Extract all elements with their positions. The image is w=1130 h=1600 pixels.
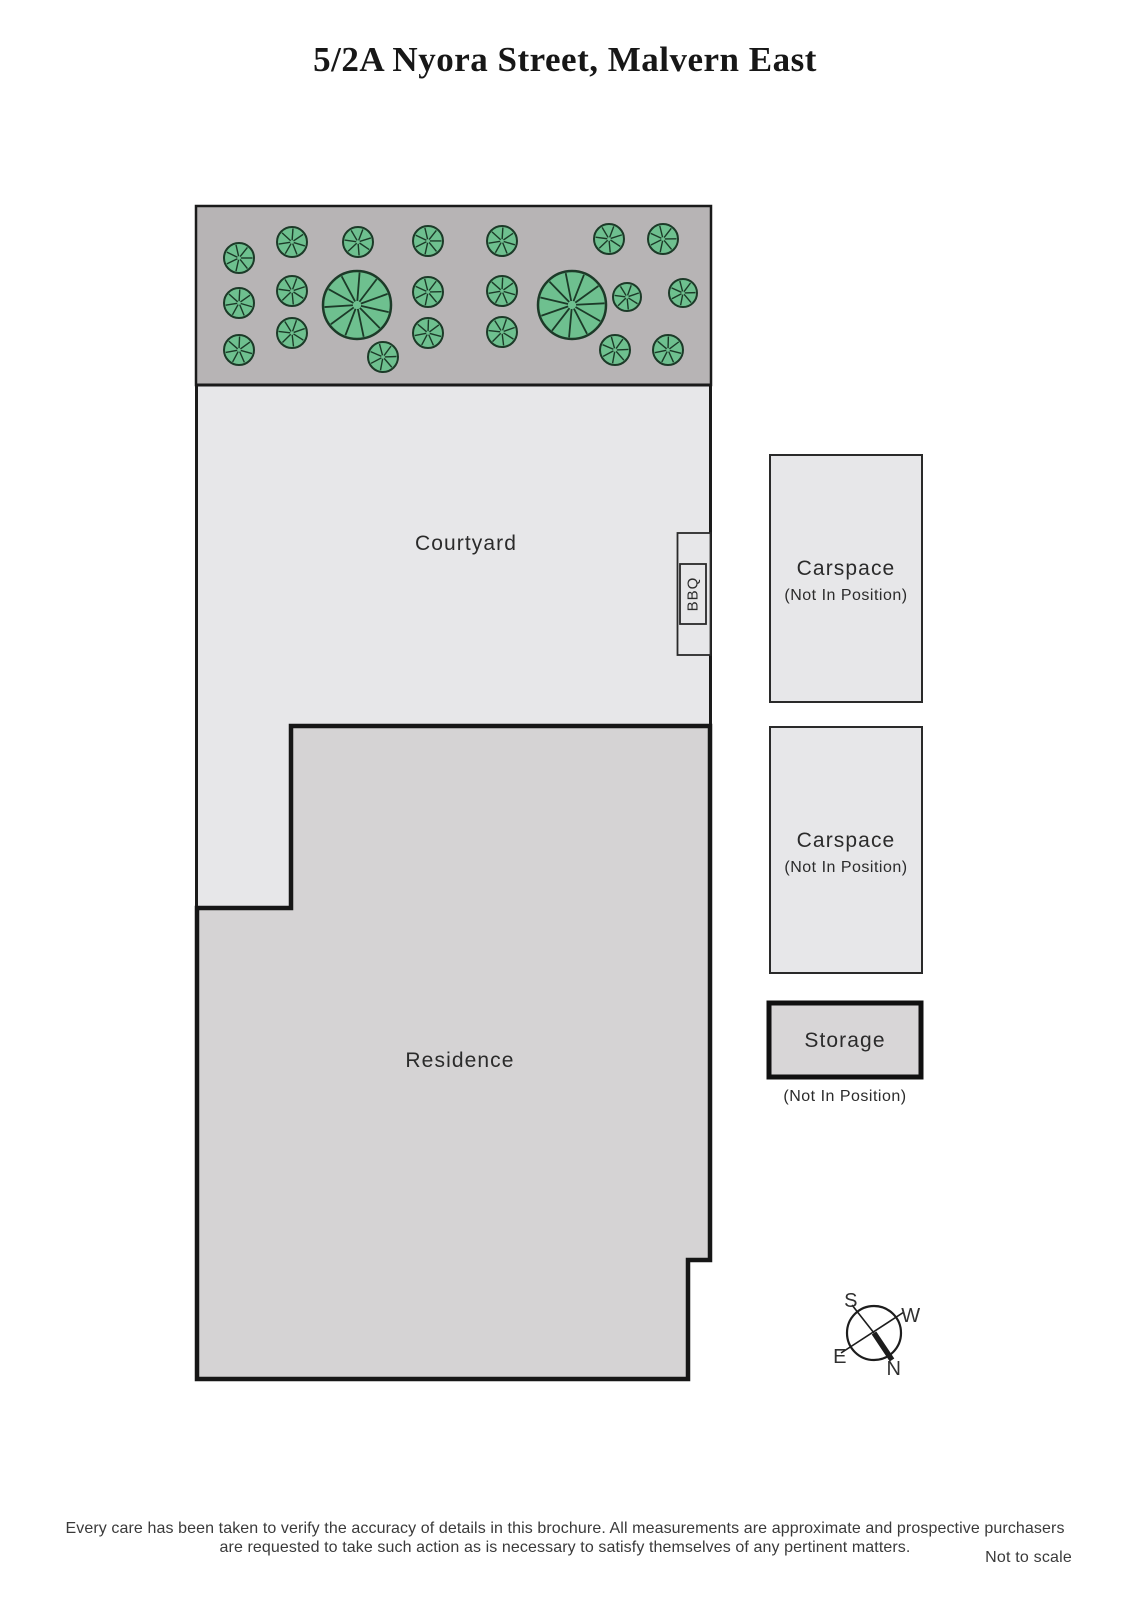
carspace-1-note: (Not In Position) bbox=[784, 587, 908, 604]
storage-note: (Not In Position) bbox=[783, 1088, 907, 1105]
tree-icon bbox=[277, 227, 307, 257]
courtyard-label: Courtyard bbox=[414, 532, 518, 555]
tree-icon bbox=[224, 335, 254, 365]
tree-icon bbox=[487, 317, 517, 347]
tree-icon bbox=[648, 224, 678, 254]
tree-icon bbox=[653, 335, 683, 365]
disclaimer-line-1: Every care has been taken to verify the accuracy of details in this brochure. All measurements are approximate and prospective purchasers bbox=[65, 1520, 1065, 1537]
disclaimer-line-2: are requested to take such action as is necessary to satisfy themselves of any pertinent matters. bbox=[219, 1539, 911, 1556]
tree-icon bbox=[413, 318, 443, 348]
carspace-1-label: Carspace bbox=[796, 557, 896, 580]
tree-icon bbox=[538, 271, 606, 339]
tree-icon bbox=[224, 243, 254, 273]
bbq-label: BBQ bbox=[684, 576, 702, 612]
carspace-2-label: Carspace bbox=[796, 829, 896, 852]
tree-icon bbox=[413, 226, 443, 256]
tree-icon bbox=[368, 342, 398, 372]
compass-west-label: W bbox=[901, 1305, 921, 1327]
compass-east-label: E bbox=[833, 1346, 847, 1368]
page-title: 5/2A Nyora Street, Malvern East bbox=[313, 40, 817, 79]
storage-label: Storage bbox=[804, 1029, 886, 1052]
tree-icon bbox=[323, 271, 391, 339]
tree-icon bbox=[343, 227, 373, 257]
compass-south-label: S bbox=[844, 1290, 858, 1312]
tree-icon bbox=[594, 224, 624, 254]
tree-icon bbox=[224, 288, 254, 318]
tree-icon bbox=[600, 335, 630, 365]
tree-icon bbox=[487, 226, 517, 256]
tree-icon bbox=[487, 276, 517, 306]
compass-north-label: N bbox=[886, 1358, 902, 1380]
tree-icon bbox=[413, 277, 443, 307]
tree-icon bbox=[613, 283, 641, 311]
carspace-2-note: (Not In Position) bbox=[784, 859, 908, 876]
tree-icon bbox=[277, 276, 307, 306]
scale-note: Not to scale bbox=[985, 1549, 1072, 1566]
tree-icon bbox=[277, 318, 307, 348]
residence-label: Residence bbox=[405, 1049, 515, 1072]
compass-icon bbox=[833, 1290, 921, 1380]
tree-icon bbox=[669, 279, 697, 307]
